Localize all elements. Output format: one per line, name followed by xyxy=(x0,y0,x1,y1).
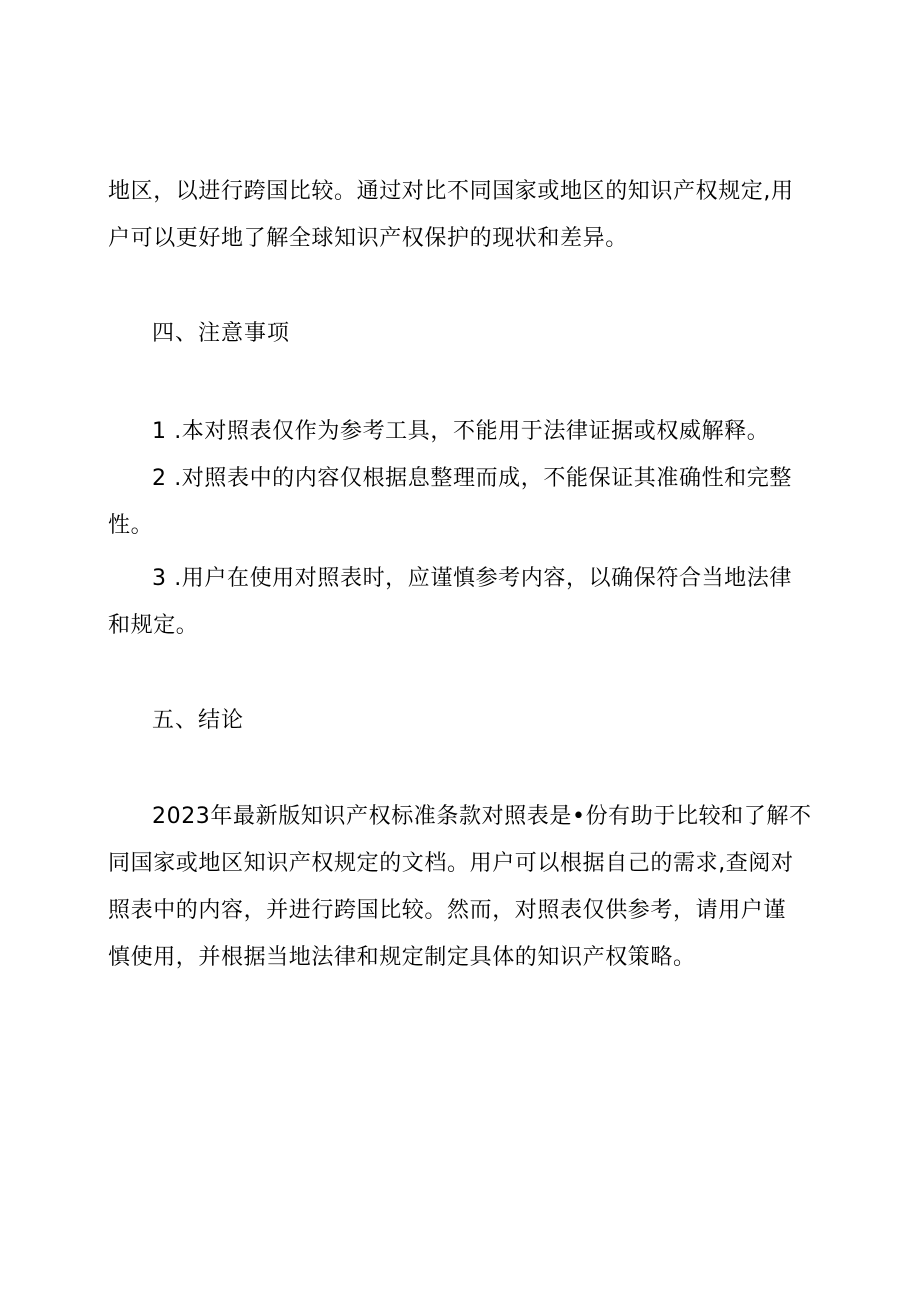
notice-item-2-line-1: 2 .对照表中的内容仅根据息整理而成，不能保证其准确性和完整 xyxy=(152,466,792,491)
notice-item-3-line-1: 3 .用户在使用对照表时，应谨慎参考内容，以确保符合当地法律 xyxy=(152,566,792,591)
conclusion-line-3: 照表中的内容，并进行跨国比较。然而，对照表仅供参考，请用户谨 xyxy=(108,898,787,923)
notice-item-3-line-2: 和规定。 xyxy=(108,613,199,638)
notice-item-1-line-1: 1 .本对照表仅作为参考工具，不能用于法律证据或权威解释。 xyxy=(152,419,770,444)
intro-line-1: 地区，以进行跨国比较。通过对比不同国家或地区的知识产权规定,用 xyxy=(108,179,794,204)
notice-item-2-line-2: 性。 xyxy=(108,513,154,538)
notice-item-2 xyxy=(108,455,823,549)
intro-paragraph xyxy=(108,168,823,262)
notice-item-1 xyxy=(108,408,823,455)
section-4-heading: 四、注意事项 xyxy=(152,321,291,346)
notice-item-3 xyxy=(108,555,823,649)
conclusion-line-2: 同国家或地区知识产权规定的文档。用户可以根据自己的需求,查阅对 xyxy=(108,851,794,876)
conclusion-line-4: 慎使用，并根据当地法律和规定制定具体的知识产权策略。 xyxy=(108,945,696,970)
conclusion-paragraph xyxy=(108,793,823,981)
section-5-heading: 五、结论 xyxy=(152,708,245,733)
intro-line-2: 户可以更好地了解全球知识产权保护的现状和差异。 xyxy=(108,226,628,251)
conclusion-line-1: 2023年最新版知识产权标准条款对照表是•份有助于比较和了解不 xyxy=(152,804,812,829)
